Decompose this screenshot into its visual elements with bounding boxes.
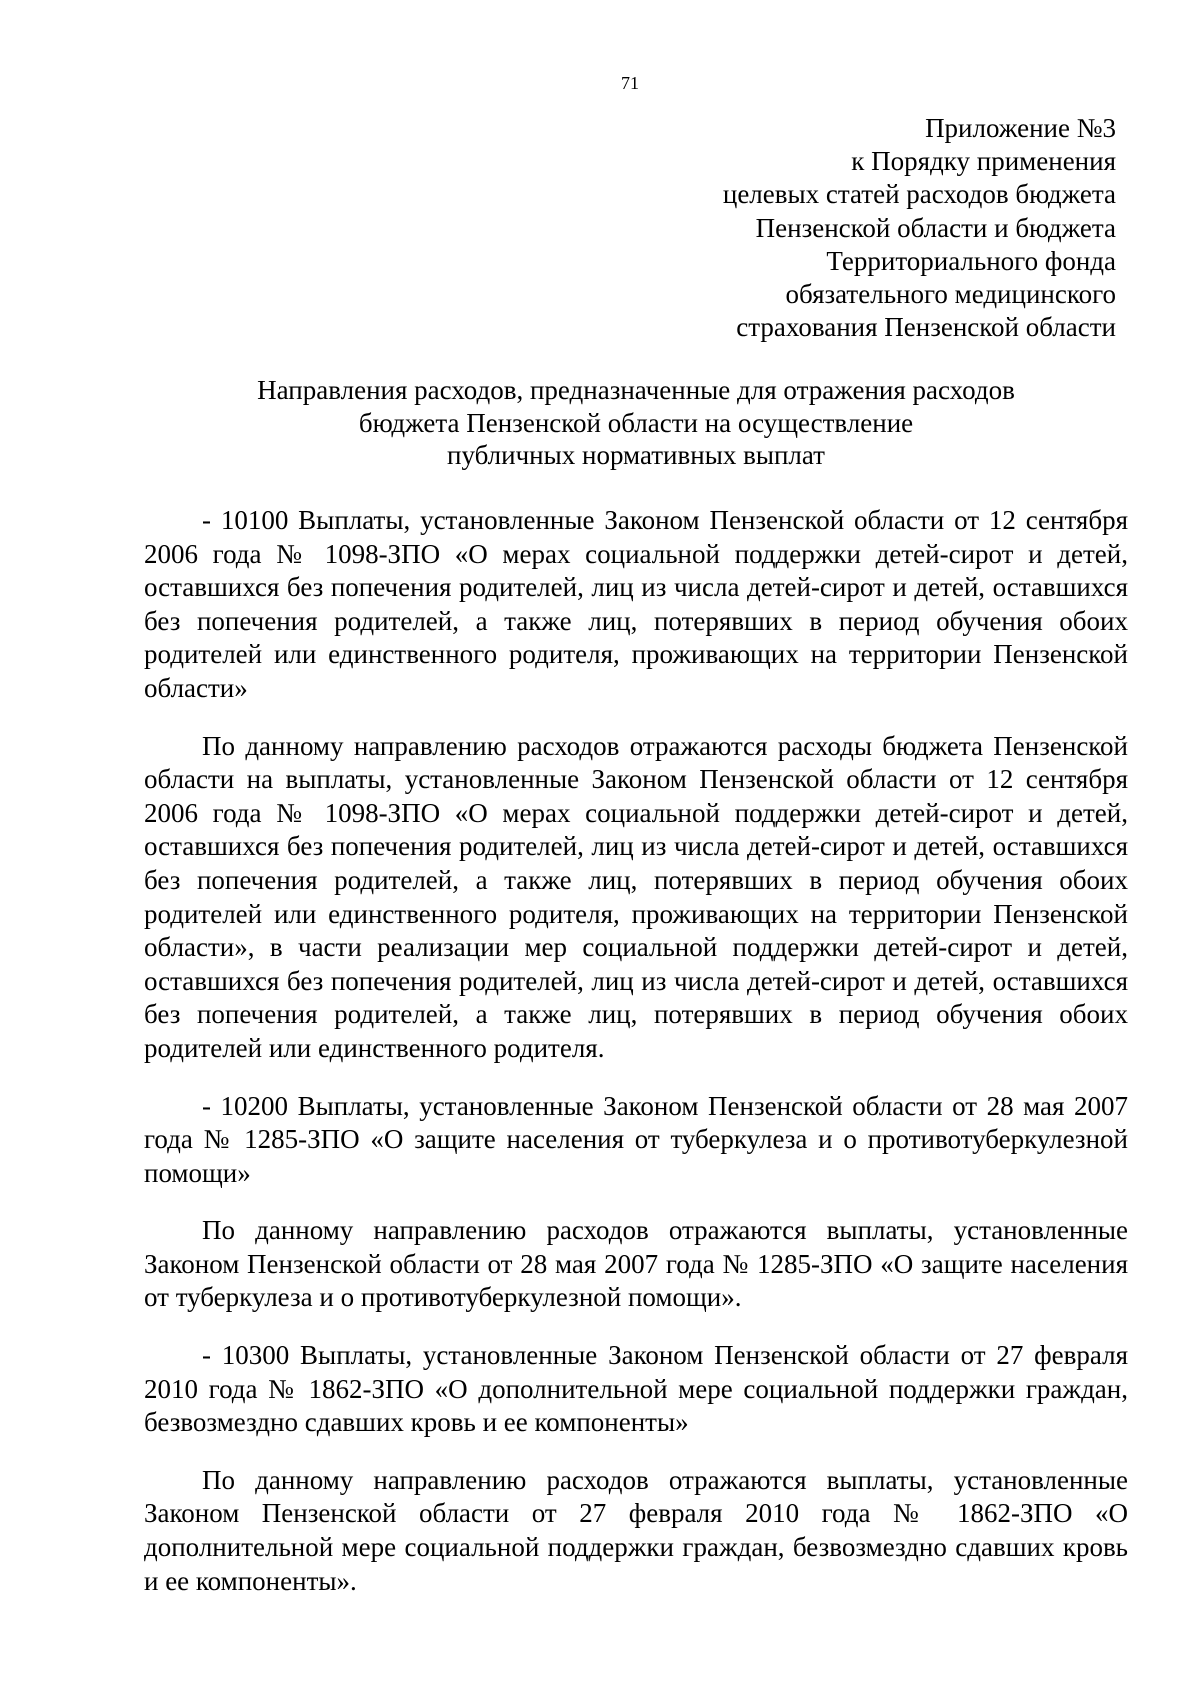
page-number: 71 [621,73,639,93]
appendix-line: Территориального фонда [826,245,1116,276]
heading-line: Направления расходов, предназначенные для отражения расходов [257,375,1015,405]
appendix-line: Приложение №3 [925,113,1116,143]
document-body [144,504,1128,1622]
appendix-line: Пензенской области и бюджета [755,212,1116,243]
paragraph-10200-title: - 10200 Выплаты, установленные Законом Пензенской области от 28 мая 2007 года № 1285-ЗПО «О защите населения от туберкулеза и о противотуберкулезной помощи» [144,1090,1128,1188]
appendix-line: страхования Пензенской области [736,312,1116,343]
appendix-line: обязательного медицинского [785,279,1116,310]
paragraph-10100-description: По данному направлению расходов отражаются расходы бюджета Пензенской области на выплаты, установленные Законом Пензенской области от 12 сентября 2006 года № 1098-ЗПО «О мерах социальной поддержки детей-сирот и детей, оставшихся без попечения родителей, лиц из числа детей-сирот и детей, оставшихся без попечения родителей, а также лиц, потерявших в период обучения обоих родителей или единственного родителя, проживающих на территории Пензенской области», в части реализации мер социальной поддержки детей-сирот и детей, оставшихся без попечения родителей, лиц из числа детей-сирот и детей, оставшихся без попечения родителей, а также лиц, потерявших в период обучения обоих родителей или единственного родителя. [144,730,1128,1063]
document-heading [144,374,1128,472]
paragraph-10200-description: По данному направлению расходов отражаются выплаты, установленные Законом Пензенской области от 28 мая 2007 года № 1285-ЗПО «О защите населения от туберкулеза и о противотуберкулезной помощи». [144,1215,1128,1313]
heading-line: бюджета Пензенской области на осуществление [358,407,914,438]
appendix-line: целевых статей расходов бюджета [722,179,1116,210]
paragraph-10300-description: По данному направлению расходов отражаются выплаты, установленные Законом Пензенской области от 27 февраля 2010 года № 1862-ЗПО «О дополнительной мере социальной поддержки граждан, безвозмездно сдавших кровь и ее компоненты». [144,1464,1128,1596]
paragraph-10100-title: - 10100 Выплаты, установленные Законом Пензенской области от 12 сентября 2006 года № 1098-ЗПО «О мерах социальной поддержки детей-сирот и детей, оставшихся без попечения родителей, лиц из числа детей-сирот и детей, оставшихся без попечения родителей, а также лиц, потерявших в период обучения обоих родителей или единственного родителя, проживающих на территории Пензенской области» [144,505,1128,703]
heading-line: публичных нормативных выплат [447,440,825,470]
paragraph-10300-title: - 10300 Выплаты, установленные Законом Пензенской области от 27 февраля 2010 года № 1862-ЗПО «О дополнительной мере социальной поддержки граждан, безвозмездно сдавших кровь и ее компоненты» [144,1340,1128,1438]
appendix-line: к Порядку применения [851,146,1116,177]
appendix-reference [723,112,1116,344]
